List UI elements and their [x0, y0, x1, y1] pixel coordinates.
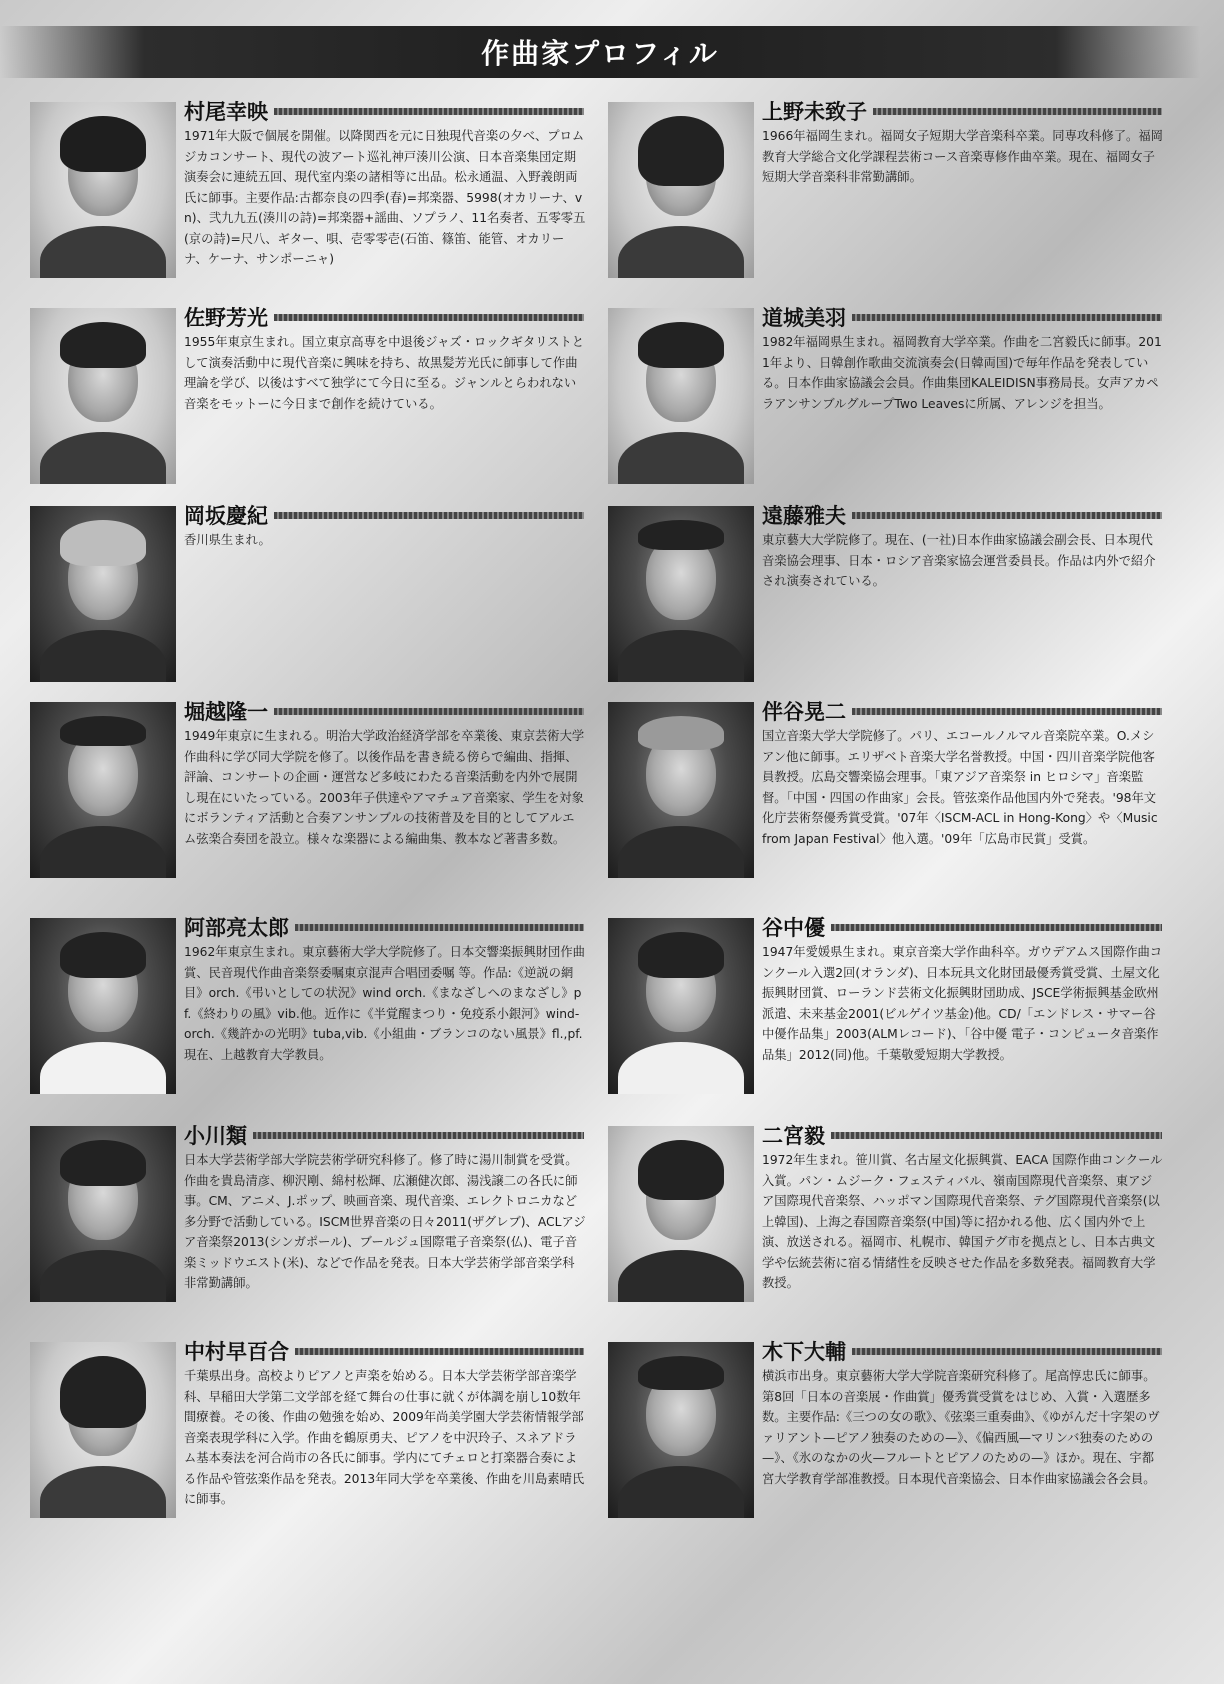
name-rule — [295, 924, 584, 931]
name-row — [762, 698, 1162, 724]
name-rule — [274, 108, 584, 115]
composer-bio: 国立音楽大学大学院修了。パリ、エコールノルマル音楽院卒業。O.メシアン他に師事。エリザベト音楽大学名誉教授。中国・四川音楽学院他客員教授。広島交響楽協会理事。「東アジア音楽祭 in ヒロシマ」音楽監督。「中国・四国の作曲家」会長。管弦楽作品他国内外で発表。'98年文化庁芸術祭優秀賞受賞。'07年〈ISCM-ACL in Hong-Kong〉や〈Music from Japan Festival〉他入選。'09年「広島市民賞」受賞。 — [762, 729, 1158, 846]
name-rule — [852, 708, 1162, 715]
composer-name: 堀越隆一 — [184, 699, 268, 724]
name-row — [184, 1122, 584, 1148]
composer-bio: 東京藝大大学院修了。現在、(一社)日本作曲家協議会副会長、日本現代音楽協会理事、日本・ロシア音楽家協会運営委員長。作品は内外で紹介され演奏されている。 — [762, 533, 1156, 588]
name-row — [184, 98, 584, 124]
name-row — [762, 1338, 1162, 1364]
composer-bio: 1982年福岡県生まれ。福岡教育大学卒業。作曲を二宮毅氏に師事。2011年より、日韓創作歌曲交流演奏会(日韓両国)で毎年作品を発表している。日本作曲家協議会会員。作曲集団KALEIDISN事務局長。女声アカペラアンサンブルグループTwo Leavesに所属、アレンジを担当。 — [762, 335, 1162, 411]
composer-name: 谷中優 — [762, 915, 825, 940]
name-rule — [852, 512, 1162, 519]
name-rule — [274, 314, 584, 321]
name-rule — [274, 708, 584, 715]
composer-name: 木下大輔 — [762, 1339, 846, 1364]
name-row — [184, 304, 584, 330]
portrait-photo — [608, 308, 754, 484]
name-row — [762, 304, 1162, 330]
composer-name: 道城美羽 — [762, 305, 846, 330]
name-rule — [831, 1132, 1162, 1139]
portrait-photo — [30, 702, 176, 878]
composer-name: 上野未致子 — [762, 99, 867, 124]
name-row — [184, 1338, 584, 1364]
name-rule — [831, 924, 1162, 931]
composer-name: 阿部亮太郎 — [184, 915, 289, 940]
portrait-photo — [608, 1342, 754, 1518]
portrait-photo — [608, 918, 754, 1094]
name-rule — [295, 1348, 584, 1355]
composer-bio: 日本大学芸術学部大学院芸術学研究科修了。修了時に湯川制賞を受賞。作曲を貴島清彦、柳沢剛、綿村松輝、広瀬健次郎、湯浅譲二の各氏に師事。CM、アニメ、J.ポップ、映画音楽、現代音楽、エレクトロニカなど多分野で活動している。ISCM世界音楽の日々2011(ザグレブ)、ACLアジア音楽祭2013(シンガポール)、ブールジュ国際電子音楽祭(仏)、電子音楽ミッドウエスト(米)、などで作品を発表。日本大学芸術学部音楽学科非常勤講師。 — [184, 1153, 586, 1290]
composer-bio: 1971年大阪で個展を開催。以降関西を元に日独現代音楽の夕べ、プロムジカコンサート、現代の波アート巡礼神戸湊川公演、日本音楽集団定期演奏会に連続五回、現代室内楽の諸相等に出品。松永通温、入野義朗両氏に師事。主要作品:古都奈良の四季(春)=邦楽器、5998(オカリーナ、vn)、弐九九五(湊川の詩)=邦楽器+謡曲、ソプラノ、11名奏者、五零零五(京の詩)=尺八、ギター、唄、壱零零壱(石笛、篠笛、能管、オカリーナ、ケーナ、サンポーニャ) — [184, 129, 586, 266]
composer-bio: 千葉県出身。高校よりピアノと声楽を始める。日本大学芸術学部音楽学科、早稲田大学第二文学部を経て舞台の仕事に就くが体調を崩し10数年間療養。その後、作曲の勉強を始め、2009年尚美学園大学芸術情報学部音楽表現学科に入学。作曲を鶴原勇夫、ピアノを中沢玲子、スネアドラム基本奏法を河合尚市の各氏に師事。学内にてチェロと打楽器合奏による作品や管弦楽作品を発表。2013年同大学を卒業後、作曲を川島素晴氏に師事。 — [184, 1369, 585, 1506]
composer-bio: 1949年東京に生まれる。明治大学政治経済学部を卒業後、東京芸術大学作曲科に学び同大学院を修了。以後作品を書き続る傍らで編曲、指揮、評論、コンサートの企画・運営など多岐にわたる音楽活動を内外で展開し現在にいたっている。2003年子供達やアマチュア音楽家、学生を対象にボランティア活動と合奏アンサンブルの技術普及を目的としてアルエム弦楽合奏団を設立。様々な楽器による編曲集、教本など著書多数。 — [184, 729, 585, 846]
portrait-photo — [30, 1126, 176, 1302]
name-rule — [852, 1348, 1162, 1355]
name-row — [184, 698, 584, 724]
composer-name: 小川類 — [184, 1123, 247, 1148]
name-row — [762, 914, 1162, 940]
composer-name: 遠藤雅夫 — [762, 503, 846, 528]
portrait-photo — [30, 506, 176, 682]
portrait-photo — [608, 702, 754, 878]
name-rule — [274, 512, 584, 519]
page-title: 作曲家プロフィル — [481, 37, 719, 70]
name-rule — [253, 1132, 584, 1139]
composer-name: 佐野芳光 — [184, 305, 268, 330]
name-rule — [873, 108, 1162, 115]
composer-bio: 1947年愛媛県生まれ。東京音楽大学作曲科卒。ガウデアムス国際作曲コンクール入選2回(オランダ)、日本玩具文化財団最優秀賞受賞、土屋文化振興財団賞、ローランド芸術文化振興財団助成、JSCE学術振興基金欧州派遣、未来基金2001(ビルゲイツ基金)他。CD/「エンドレス・サマー谷中優作品集」2003(ALMレコード)、「谷中優 電子・コンピュータ音楽作品集」2012(同)他。千葉敬愛短期大学教授。 — [762, 945, 1163, 1062]
composer-name: 二宮毅 — [762, 1123, 825, 1148]
name-row — [184, 502, 584, 528]
composer-bio: 横浜市出身。東京藝術大学大学院音楽研究科修了。尾高惇忠氏に師事。第8回「日本の音楽展・作曲賞」優秀賞受賞をはじめ、入賞・入選歴多数。主要作品:《三つの女の歌》、《弦楽三重奏曲》、《ゆがんだ十字架のヴァリアント—ピアノ独奏のための—》、《偏西風—マリンバ独奏のための—》、《氷のなかの火—フルートとピアノのための—》ほか。現在、宇都宮大学教育学部准教授。日本現代音楽協会、日本作曲家協議会各会員。 — [762, 1369, 1160, 1486]
title-banner — [0, 26, 1200, 78]
composer-name: 伴谷晃二 — [762, 699, 846, 724]
composer-bio: 香川県生まれ。 — [184, 533, 271, 547]
portrait-photo — [608, 102, 754, 278]
portrait-photo — [30, 1342, 176, 1518]
composer-bio: 1955年東京生まれ。国立東京高専を中退後ジャズ・ロックギタリストとして演奏活動中に現代音楽に興味を持ち、故黒髪芳光氏に師事して作曲理論を学び、以後はすべて独学にて今日に至る。ジャンルとらわれない音楽をモットーに今日まで創作を続けている。 — [184, 335, 585, 411]
name-row — [762, 502, 1162, 528]
portrait-photo — [30, 102, 176, 278]
name-row — [762, 1122, 1162, 1148]
portrait-photo — [30, 308, 176, 484]
portrait-photo — [608, 1126, 754, 1302]
composer-name: 岡坂慶紀 — [184, 503, 268, 528]
composer-bio: 1972年生まれ。笹川賞、名古屋文化振興賞、EACA 国際作曲コンクール入賞。パン・ムジーク・フェスティバル、嶺南国際現代音楽祭、東アジア国際現代音楽祭、ハッポマン国際現代音楽祭、テグ国際現代音楽祭(以上韓国)、上海之春国際音楽祭(中国)等に招かれる他、広く国内外で上演、放送される。福岡市、札幌市、韓国テグ市を拠点とし、日本古典文学や伝統芸術に宿る情緒性を反映させた作品を多数発表。福岡教育大学教授。 — [762, 1153, 1163, 1290]
composer-bio: 1962年東京生まれ。東京藝術大学大学院修了。日本交響楽振興財団作曲賞、民音現代作曲音楽祭委嘱東京混声合唱団委嘱 等。作品:《逆説の網目》orch.《弔いとしての状況》wind orch.《まなざしへのまなざし》pf.《終わりの風》vib.他。近作に《半覚醒まつり・免疫系小銀河》wind-orch.《幾許かの光明》tuba,vib.《小組曲・ブランコのない風景》fl.,pf.現在、上越教育大学教員。 — [184, 945, 585, 1062]
composer-name: 中村早百合 — [184, 1339, 289, 1364]
portrait-photo — [608, 506, 754, 682]
portrait-photo — [30, 918, 176, 1094]
name-row — [762, 98, 1162, 124]
composer-bio: 1966年福岡生まれ。福岡女子短期大学音楽科卒業。同専攻科修了。福岡教育大学総合文化学課程芸術コース音楽専修作曲卒業。現在、福岡女子短期大学音楽科非常勤講師。 — [762, 129, 1163, 184]
name-rule — [852, 314, 1162, 321]
composer-name: 村尾幸映 — [184, 99, 268, 124]
name-row — [184, 914, 584, 940]
